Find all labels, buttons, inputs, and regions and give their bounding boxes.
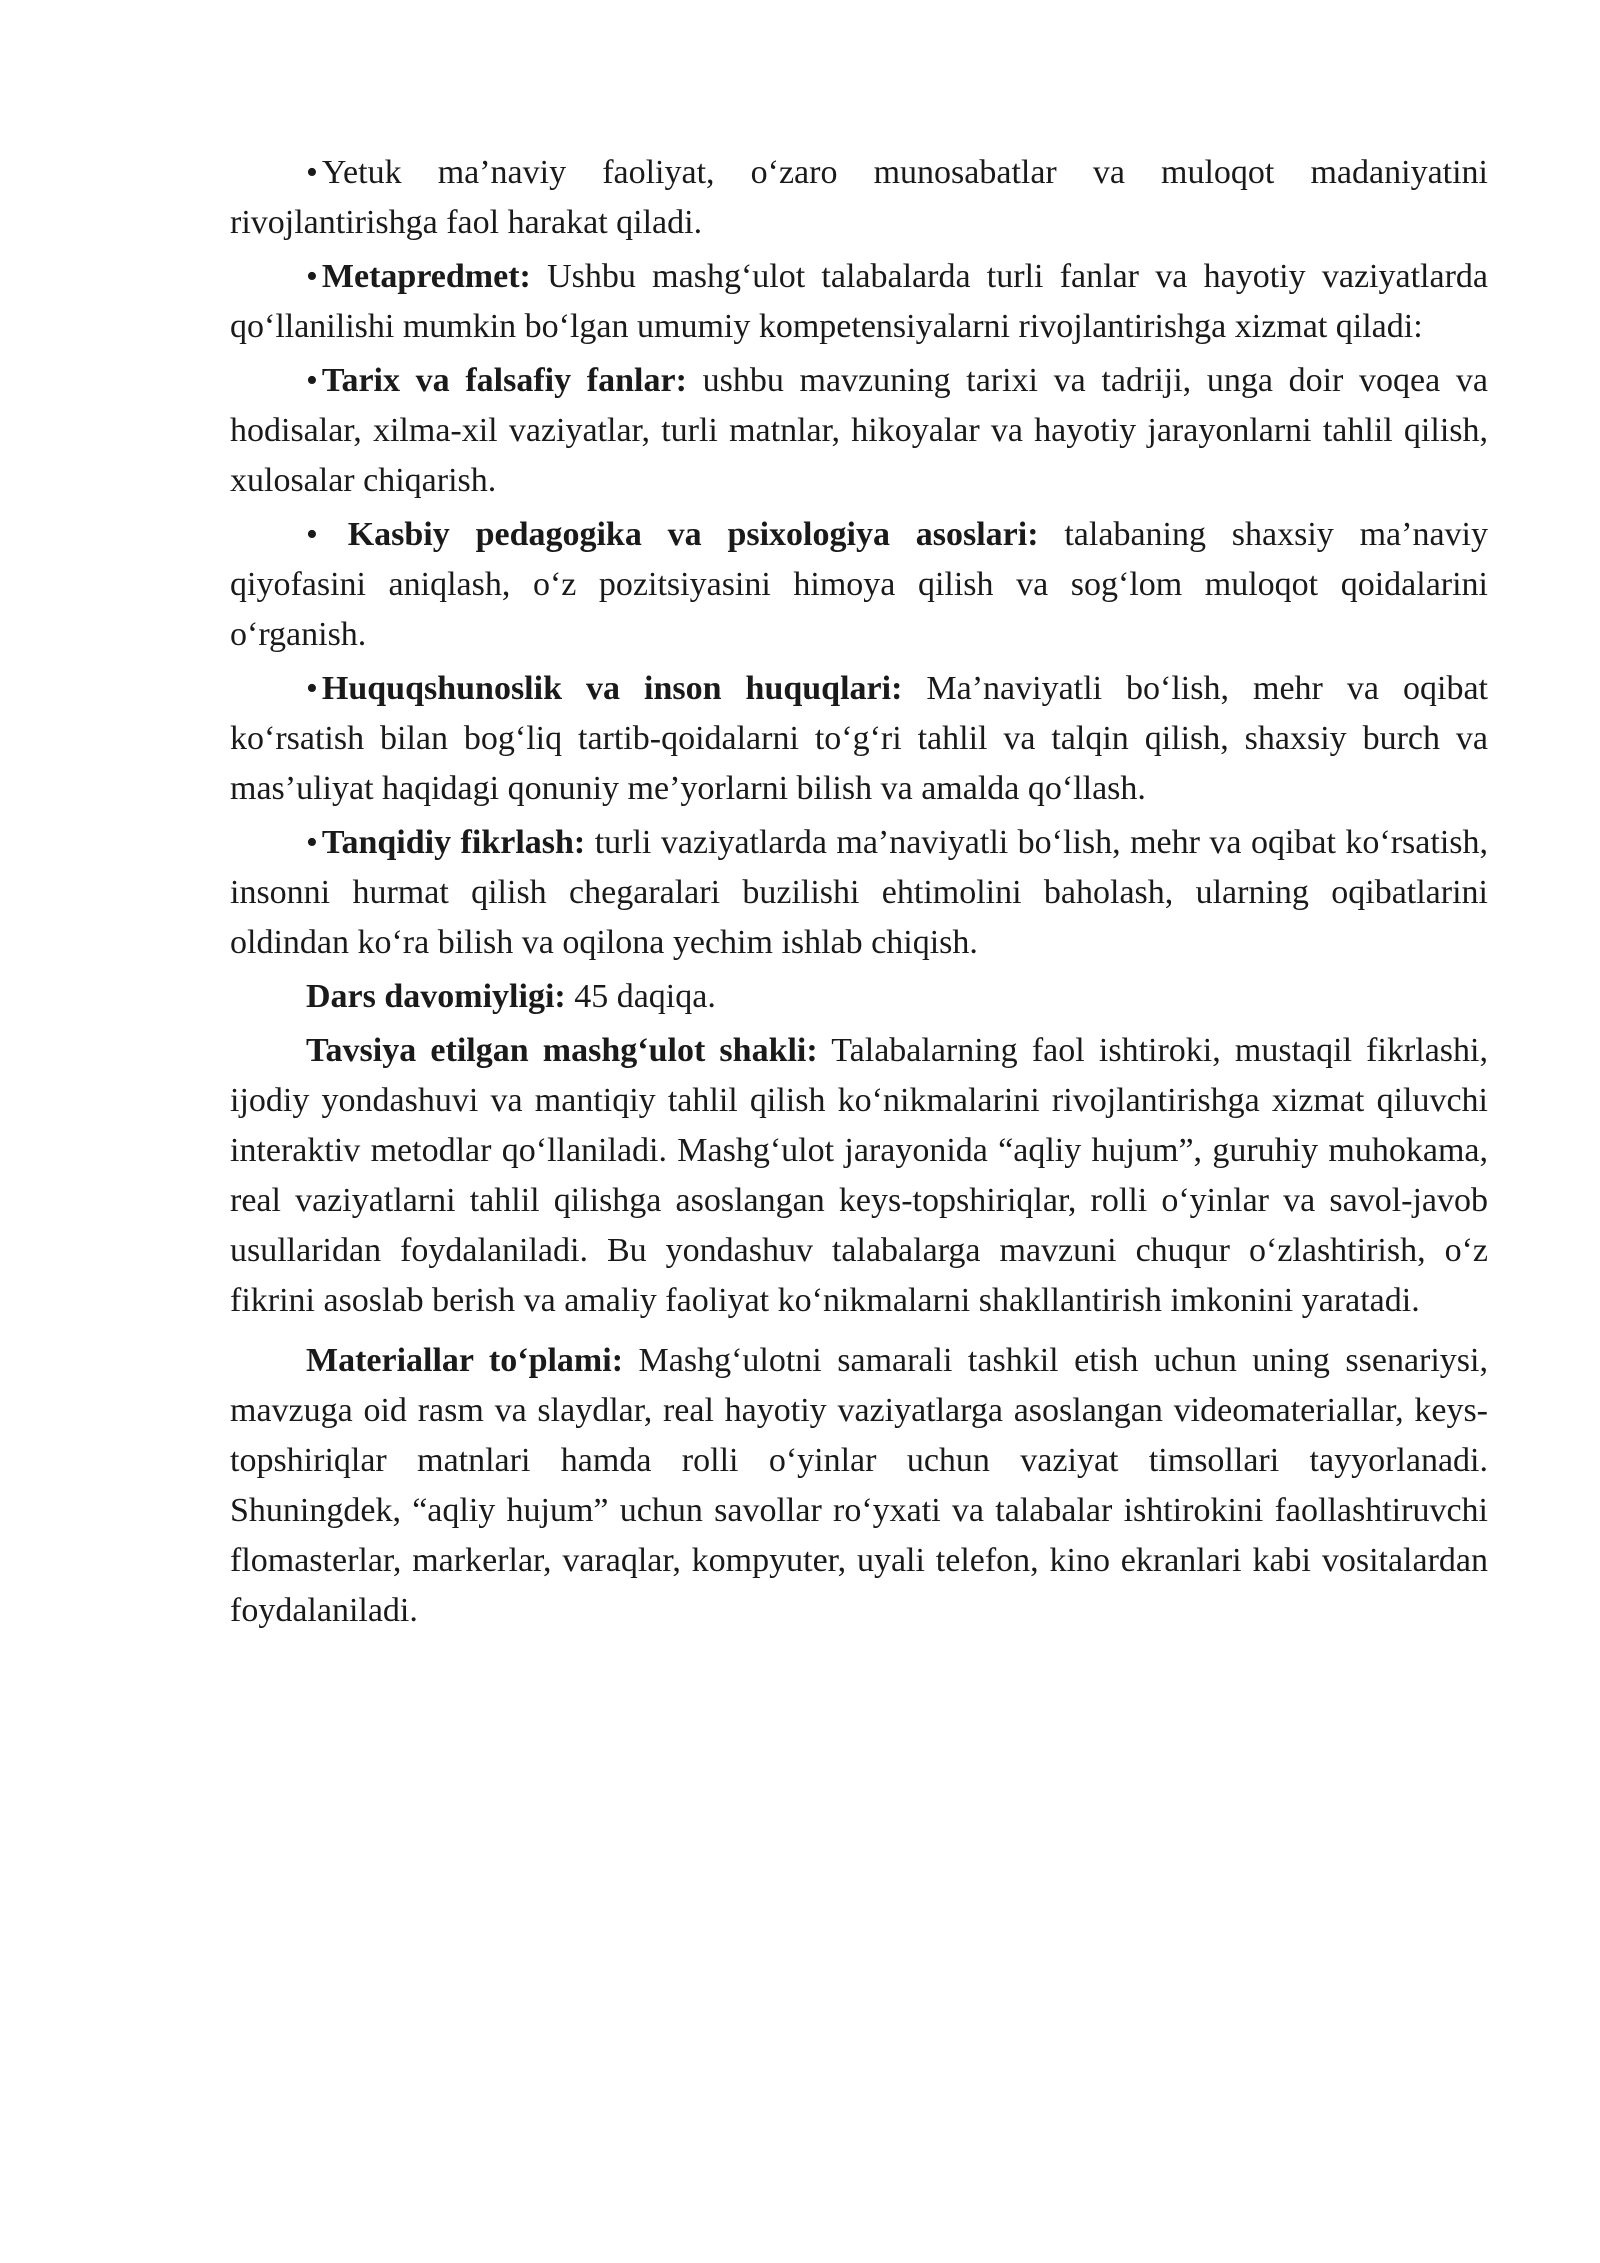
paragraph-lead: Kasbiy pedagogika va psixologiya asoslari:: [321, 516, 1039, 553]
paragraph-huquq: [230, 664, 1488, 814]
document-page: [230, 148, 1488, 1640]
paragraph-text: ushbu mavzuning tarixi va tadriji, unga doir voqea va hodisalar, xilma-xil vaziyatlar, turli matnlar, hikoyalar va hayotiy jarayonlarni tahlil qilish, xulosalar chiqarish.: [230, 362, 1489, 499]
paragraph-kasbiy: [230, 510, 1488, 660]
paragraph-tarix: [230, 356, 1488, 506]
paragraph-tanqidiy: [230, 818, 1488, 968]
paragraph-lead: Tavsiya etilgan mashg‘ulot shakli:: [306, 1032, 818, 1069]
bullet-icon: •: [306, 362, 318, 399]
paragraph-lead: Huquqshunoslik va inson huquqlari:: [321, 670, 903, 707]
paragraph-yetuk: [230, 148, 1488, 248]
paragraph-text: turli vaziyatlarda ma’naviyatli bo‘lish, mehr va oqibat ko‘rsatish, insonni hurmat qilish chegaralari buzilishi ehtimolini baholash, ularning oqibatlarini oldindan ko‘ra bilish va oqilona yechim ishlab chiqish.: [230, 824, 1489, 961]
paragraph-text: talabaning shaxsiy ma’naviy qiyofasini aniqlash, o‘z pozitsiyasini himoya qilish va sog‘lom muloqot qoidalarini o‘rganish.: [230, 516, 1489, 653]
paragraph-text: 45 daqiqa.: [565, 978, 716, 1015]
paragraph-shakl: [230, 1026, 1488, 1326]
paragraph-lead: Tanqidiy fikrlash:: [321, 824, 586, 861]
paragraph-metapredmet: [230, 252, 1488, 352]
paragraph-text: Ushbu mashg‘ulot talabalarda turli fanlar va hayotiy vaziyatlarda qo‘llanilishi mumkin bo‘lgan umumiy kompetensiyalarni rivojlantirishga xizmat qiladi:: [230, 258, 1488, 345]
paragraph-materiallar: [230, 1336, 1488, 1636]
bullet-icon: •: [306, 516, 318, 553]
paragraph-lead: Metapredmet:: [321, 258, 531, 295]
paragraph-davomiylik: [230, 972, 1488, 1022]
paragraph-text: Talabalarning faol ishtiroki, mustaqil fikrlashi, ijodiy yondashuvi va mantiqiy tahlil qilish ko‘nikmalarini rivojlantirishga xizmat qiluvchi interaktiv metodlar qo‘llaniladi. Mashg‘ulot jarayonida “aqliy hujum”, guruhiy muhokama, real vaziyatlarni tahlil qilishga asoslangan keys-topshiriqlar, rolli o‘yinlar va savol-javob usullaridan foydalaniladi. Bu yondashuv talabalarga mavzuni chuqur o‘zlashtirish, o‘z fikrini asoslab berish va amaliy faoliyat ko‘nikmalarni shakllantirish imkonini yaratadi.: [230, 1032, 1488, 1319]
bullet-icon: •: [306, 258, 318, 295]
paragraph-lead: Dars davomiyligi:: [306, 978, 566, 1015]
bullet-icon: •: [306, 670, 318, 707]
bullet-icon: •: [306, 154, 318, 191]
bullet-icon: •: [306, 824, 318, 861]
paragraph-text: Yetuk ma’naviy faoliyat, o‘zaro munosabatlar va muloqot madaniyatini rivojlantirishga faol harakat qiladi.: [230, 154, 1488, 241]
paragraph-lead: Materiallar to‘plami:: [306, 1342, 624, 1379]
paragraph-text: Ma’naviyatli bo‘lish, mehr va oqibat ko‘rsatish bilan bog‘liq tartib-qoidalarni to‘g‘ri tahlil va talqin qilish, shaxsiy burch va mas’uliyat haqidagi qonuniy me’yorlarni bilish va amalda qo‘llash.: [230, 670, 1488, 807]
paragraph-text: Mashg‘ulotni samarali tashkil etish uchun uning ssenariysi, mavzuga oid rasm va slaydlar, real hayotiy vaziyatlarga asoslangan videomateriallar, keys-topshiriqlar matnlari hamda rolli o‘yinlar uchun vaziyat timsollari tayyorlanadi. Shuningdek, “aqliy hujum” uchun savollar ro‘yxati va talabalar ishtirokini faollashtiruvchi flomasterlar, markerlar, varaqlar, kompyuter, uyali telefon, kino ekranlari kabi vositalardan foydalaniladi.: [230, 1342, 1488, 1629]
paragraph-lead: Tarix va falsafiy fanlar:: [321, 362, 687, 399]
